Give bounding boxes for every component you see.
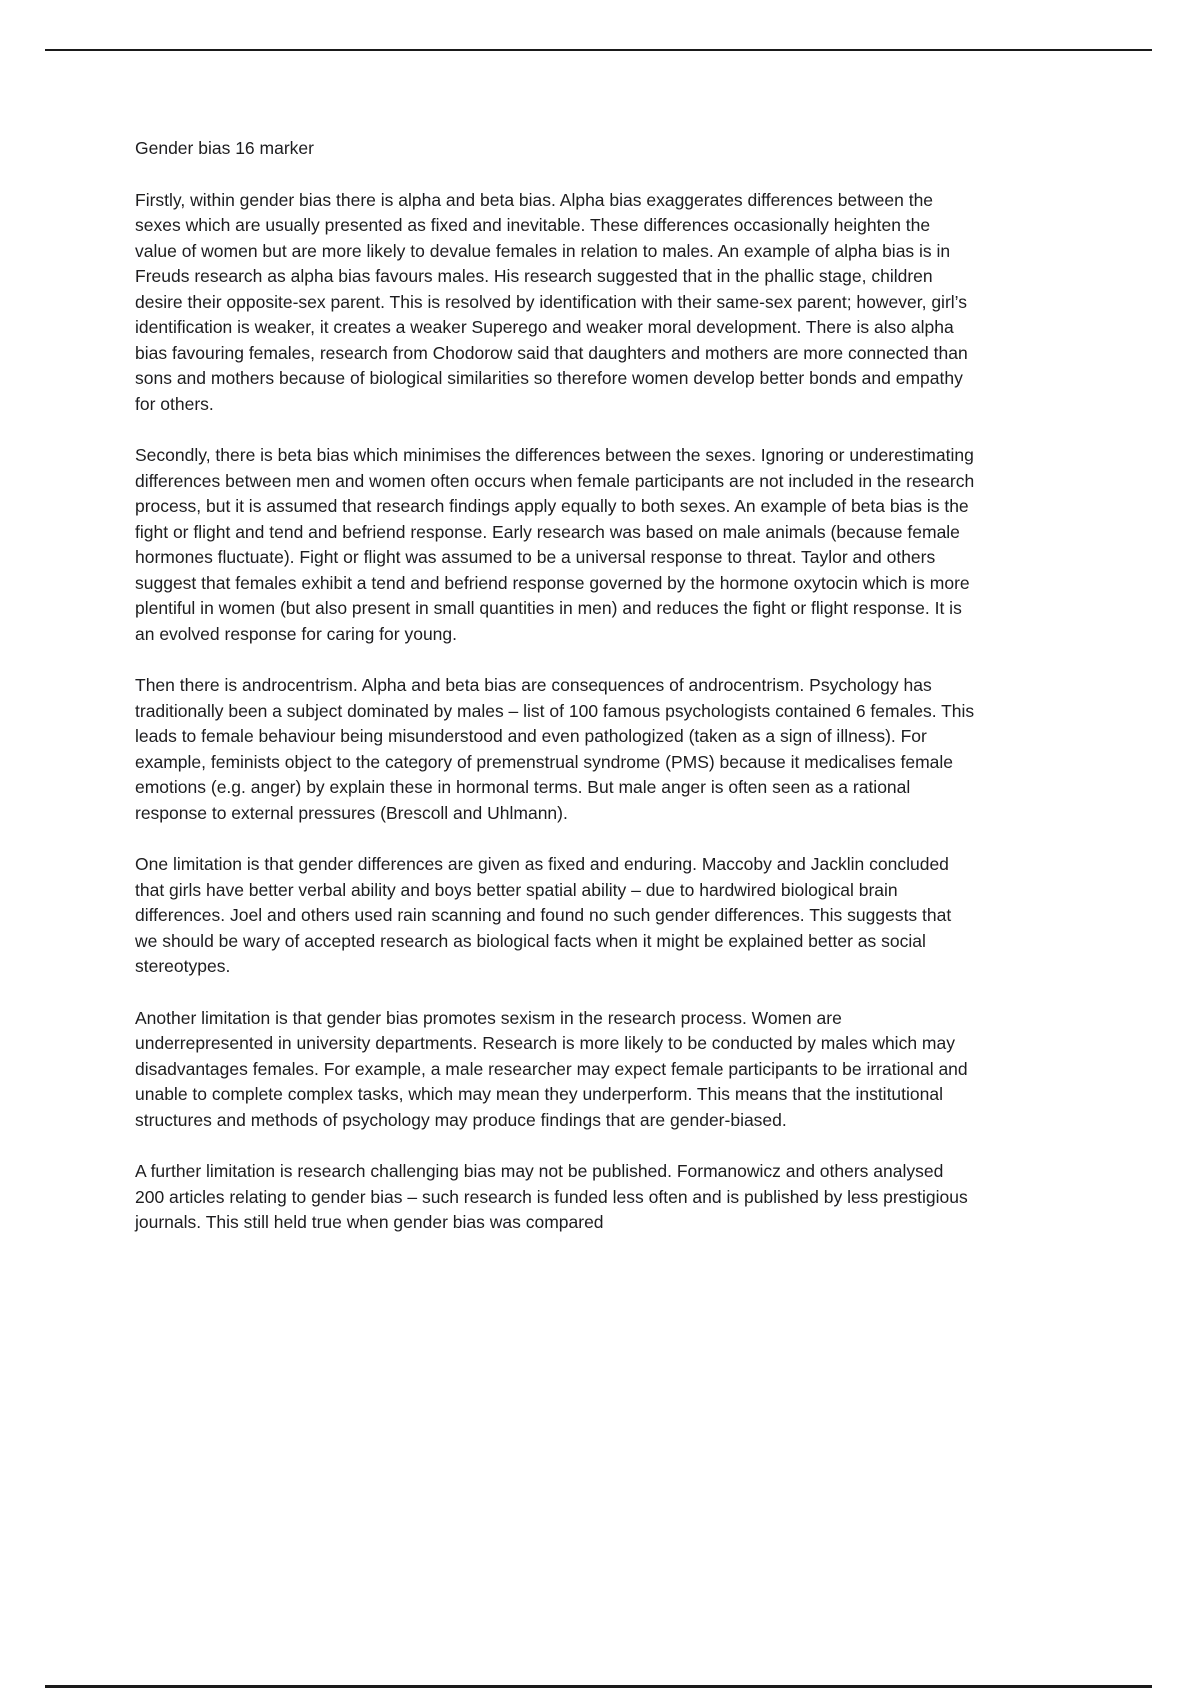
paragraph-limitation-publication: A further limitation is research challenging bias may not be published. Formanowicz and others analysed 200 articles relating to gender bias – such research is funded less often and is published by less prestigious journals. This still held true when gender bias was compared [135,1161,968,1232]
top-border-line [45,49,1152,51]
document-content [135,136,975,1262]
paragraph-limitation-sexism: Another limitation is that gender bias promotes sexism in the research process. Women are underrepresented in university departments. Research is more likely to be conducted by males which may disadvantages females. For example, a male researcher may expect female participants to be irrational and unable to complete complex tasks, which may mean they underperform. This means that the institutional structures and methods of psychology may produce findings that are gender-biased. [135,1007,968,1130]
paragraph-limitation-fixed-differences: One limitation is that gender differences are given as fixed and enduring. Maccoby and Jacklin concluded that girls have better verbal ability and boys better spatial ability – due to hardwired biological brain differences. Joel and others used rain scanning and found no such gender differences. This suggests that we should be wary of accepted research as biological facts when it might be explained better as social stereotypes. [135,854,952,976]
bottom-border-line [45,1685,1152,1688]
page-title: Gender bias 16 marker [135,138,314,158]
paragraph-androcentrism: Then there is androcentrism. Alpha and beta bias are consequences of androcentrism. Psychology has traditionally been a subject dominated by males – list of 100 famous psychologists contained 6 females. This leads to female behaviour being misunderstood and even pathologized (taken as a sign of illness). For example, feminists object to the category of premenstrual syndrome (PMS) because it medicalises female emotions (e.g. anger) by explain these in hormonal terms. But male anger is often seen as a rational response to external pressures (Brescoll and Uhlmann). [135,675,975,823]
paragraph-alpha-bias: Firstly, within gender bias there is alpha and beta bias. Alpha bias exaggerates differences between the sexes which are usually presented as fixed and inevitable. These differences occasionally heighten the value of women but are more likely to devalue females in relation to males. An example of alpha bias is in Freuds research as alpha bias favours males. His research suggested that in the phallic stage, children desire their opposite-sex parent. This is resolved by identification with their same-sex parent; however, girl’s identification is weaker, it creates a weaker Superego and weaker moral development. There is also alpha bias favouring females, research from Chodorow said that daughters and mothers are more connected than sons and mothers because of biological similarities so therefore women develop better bonds and empathy for others. [135,189,968,414]
paragraph-beta-bias: Secondly, there is beta bias which minimises the differences between the sexes. Ignoring or underestimating differences between men and women often occurs when female participants are not included in the research process, but it is assumed that research findings apply equally to both sexes. An example of beta bias is the fight or flight and tend and befriend response. Early research was based on male animals (because female hormones fluctuate). Fight or flight was assumed to be a universal response to threat. Taylor and others suggest that females exhibit a tend and befriend response governed by the hormone oxytocin which is more plentiful in women (but also present in small quantities in men) and reduces the fight or flight response. It is an evolved response for caring for young. [135,445,975,644]
